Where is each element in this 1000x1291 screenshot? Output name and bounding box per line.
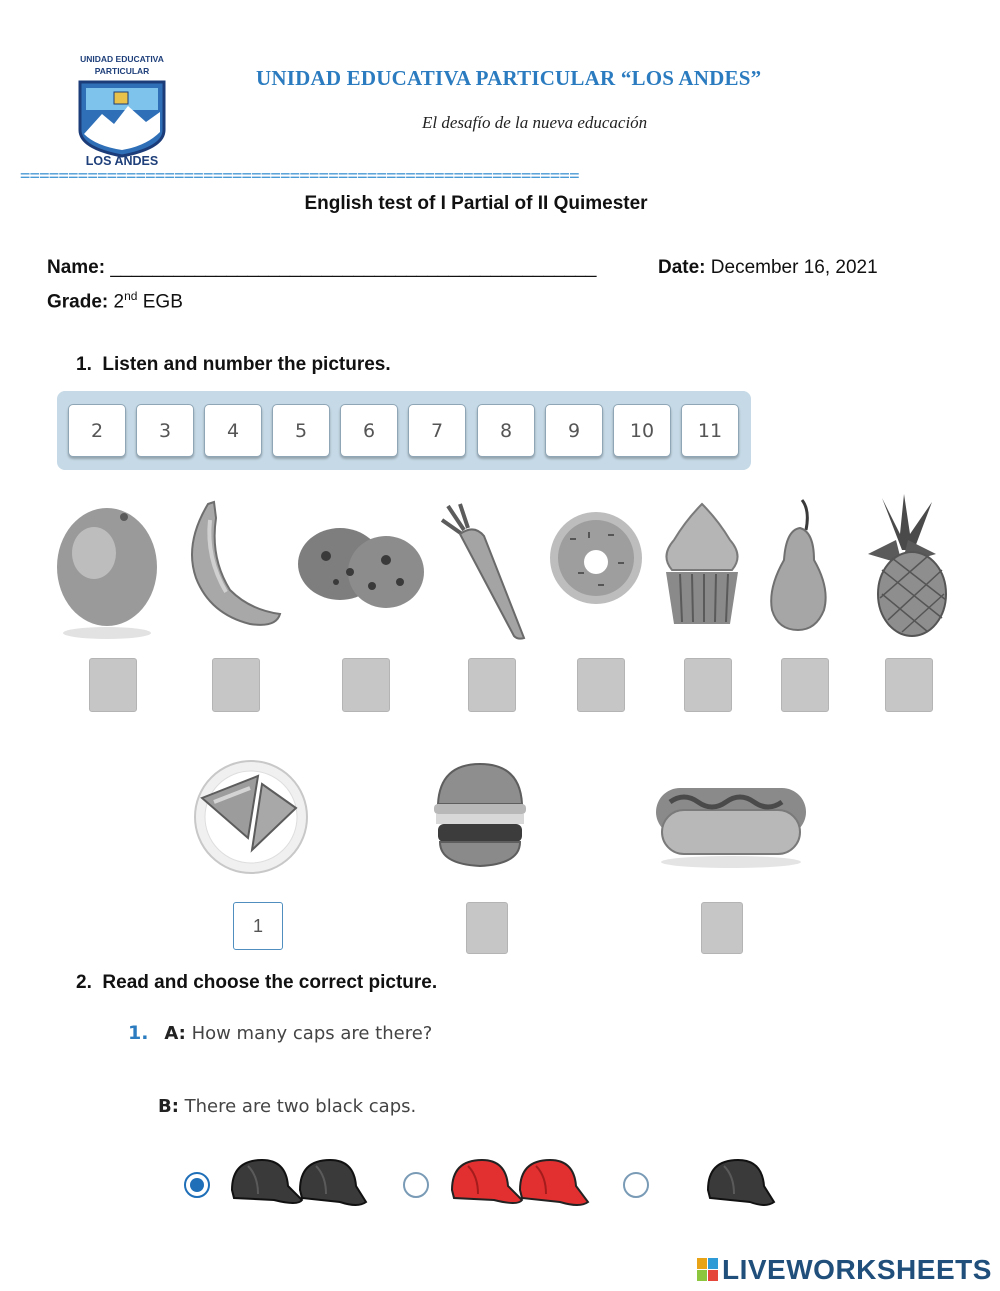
answer-box-donut[interactable] [577,658,625,712]
grade-level: EGB [142,291,183,313]
test-title: English test of I Partial of II Quimester [304,193,648,214]
date-value: December 16, 2021 [710,257,878,278]
answer-box-pear[interactable] [781,658,829,712]
number-tile-2[interactable]: 2 [68,404,126,457]
grade-field [47,289,183,313]
donut-picture [548,510,644,606]
speaker-a: A: [164,1023,186,1044]
logo-bottom-text: LOS ANDES [85,154,159,167]
section2-heading [76,972,437,994]
pear-picture [768,498,830,633]
school-name: UNIDAD EDUCATIVA PARTICULAR “LOS ANDES” [256,66,762,90]
number-tile-10[interactable]: 10 [613,404,671,457]
number-tile-11[interactable]: 11 [681,404,739,457]
two-red-caps-picture [448,1156,590,1212]
answer-box-pineapple[interactable] [885,658,933,712]
number-tile-3[interactable]: 3 [136,404,194,457]
number-tile-9[interactable]: 9 [545,404,603,457]
section2-instruction: Read and choose the correct picture. [102,972,438,993]
logo-mid-text: PARTICULAR [94,66,150,76]
liveworksheets-brand[interactable]: LIVEWORKSHEETS [722,1254,992,1285]
number-tile-5[interactable]: 5 [272,404,330,457]
answer-box-carrot[interactable] [468,658,516,712]
name-field [47,257,596,279]
cookies-picture [296,520,426,612]
hotdog-picture [652,770,810,870]
sandwich-picture [192,758,310,876]
school-logo [66,52,178,167]
liveworksheets-icon [697,1258,719,1282]
section1-instruction: Listen and number the pictures. [102,354,391,375]
name-line: ______________________________________________ [110,257,597,278]
answer-box-hotdog[interactable] [701,902,743,954]
logo-top-text: UNIDAD EDUCATIVA [80,54,164,64]
two-black-caps-picture [228,1156,368,1212]
number-tile-4[interactable]: 4 [204,404,262,457]
answer-box-banana[interactable] [212,658,260,712]
date-label: Date: [658,257,706,278]
option-radio-1[interactable] [184,1172,210,1198]
answer-box-orange[interactable] [89,658,137,712]
option-radio-2[interactable] [403,1172,429,1198]
section2-number: 2. [76,972,92,993]
question-line-a [128,1022,432,1044]
answer-box-burger[interactable] [466,902,508,954]
number-bank [57,391,751,470]
burger-picture [430,760,530,872]
answer-box-cookies[interactable] [342,658,390,712]
banana-picture [180,498,285,633]
one-black-cap-picture [704,1156,776,1212]
number-tile-8[interactable]: 8 [477,404,535,457]
grade-number: 2 [113,291,125,313]
number-tile-6[interactable]: 6 [340,404,398,457]
header-divider: ========================================================== [20,166,579,186]
speaker-b: B: [158,1096,179,1117]
name-label: Name: [47,257,106,278]
answer-box-cupcake[interactable] [684,658,732,712]
grade-label: Grade: [47,291,109,313]
school-motto: El desafío de la nueva educación [422,113,648,132]
answer-text: There are two black caps. [184,1096,417,1117]
answer-line-b [158,1096,416,1117]
answer-box-sandwich[interactable]: 1 [233,902,283,950]
date-field [658,257,878,279]
grade-suffix: nd [124,289,138,303]
section1-number: 1. [76,354,92,375]
question-text: How many caps are there? [191,1023,433,1044]
section1-heading [76,354,391,376]
orange-picture [52,505,162,640]
option-radio-3[interactable] [623,1172,649,1198]
number-tile-7[interactable]: 7 [408,404,466,457]
cupcake-picture [658,500,746,628]
carrot-picture [440,500,530,640]
question-number: 1. [128,1022,149,1044]
pineapple-picture [852,494,952,639]
